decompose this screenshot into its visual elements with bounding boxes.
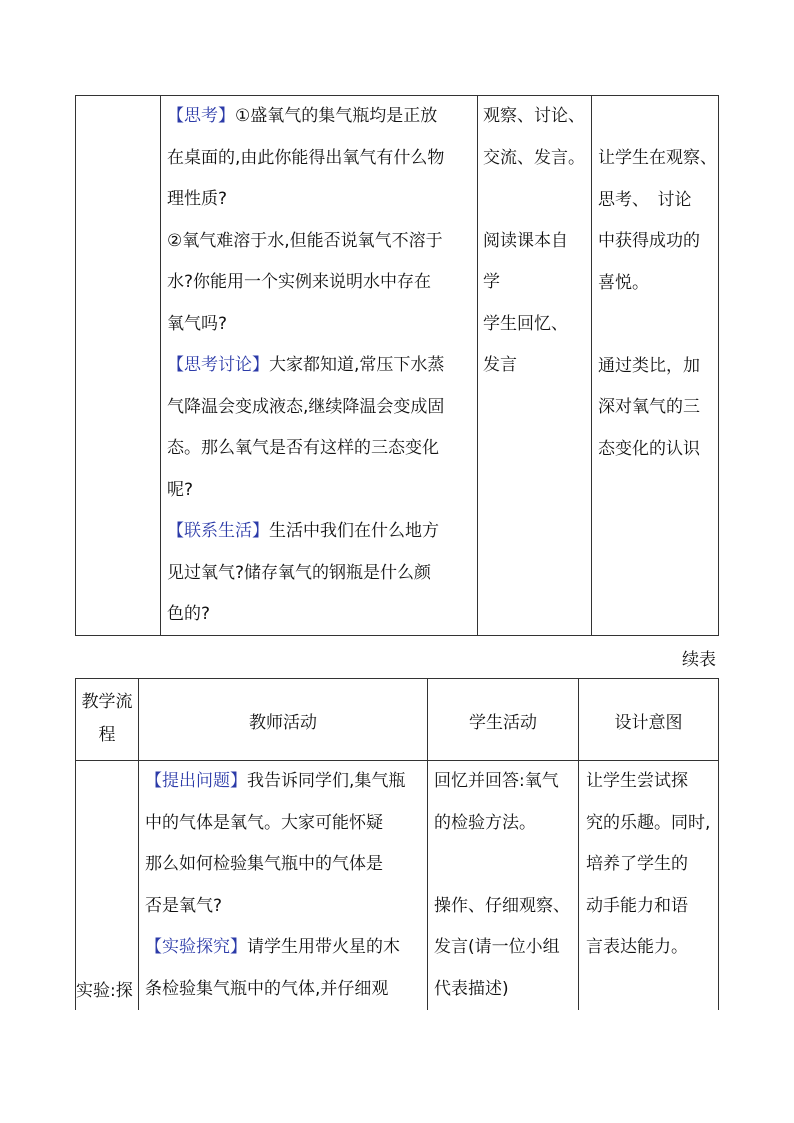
table1-student-activity: 观察、讨论、 交流、发言。 阅读课本自 学 学生回忆、 发言 xyxy=(483,106,585,375)
table2-flow-cell: 实验:探 xyxy=(76,981,133,1001)
table1-divider-2 xyxy=(477,95,478,636)
header-teaching-flow: 教学流 程 xyxy=(81,692,133,745)
table1-teacher-activity: 【思考】①盛氧气的集气瓶均是正放 在桌面的,由此你能得出氧气有什么物 理性质? ②氧气难溶于水,但能否说氧气不溶于 水?你能用一个实例来说明水中存在 氧气吗? 【思考讨论】大家都知道,常压下水蒸 气降温会变成液态,继续降温会变成固 态。那么氧气是否有这样的三态变化 呢? 【联系生活】生活中我们在什么地方 见过氧气?储存氧气的钢瓶是什么颜 色的? xyxy=(167,106,445,624)
table2-right-border xyxy=(718,678,719,1010)
table1-right-border xyxy=(718,95,719,636)
table1-design-intent: 让学生在观察、 思考、 讨论 中获得成功的 喜悦。 通过类比，加 深对氧气的三 态变化的认识 xyxy=(598,148,717,459)
table2-student-activity: 回忆并回答:氧气 的检验方法。 操作、仔细观察、 发言(请一位小组 代表描述) xyxy=(434,771,570,999)
table2-teacher-activity: 【提出问题】我告诉同学们,集气瓶 中的气体是氧气。大家可能怀疑 那么如何检验集气瓶中的气体是 否是氧气? 【实验探究】请学生用带火星的木 条检验集气瓶中的气体,并仔细观 xyxy=(145,771,406,999)
table2-design-intent: 让学生尝试探 究的乐趣。同时, 培养了学生的 动手能力和语 言表达能力。 xyxy=(586,771,711,957)
table1-left-border xyxy=(75,95,76,636)
table2-top-border xyxy=(75,678,719,679)
table1-divider-1 xyxy=(160,95,161,636)
header-teacher-activity: 教师活动 xyxy=(249,713,317,733)
header-design-intent: 设计意图 xyxy=(614,713,683,733)
header-student-activity: 学生活动 xyxy=(469,713,537,733)
table1-divider-3 xyxy=(591,95,592,636)
continued-label: 续表 xyxy=(682,650,716,670)
